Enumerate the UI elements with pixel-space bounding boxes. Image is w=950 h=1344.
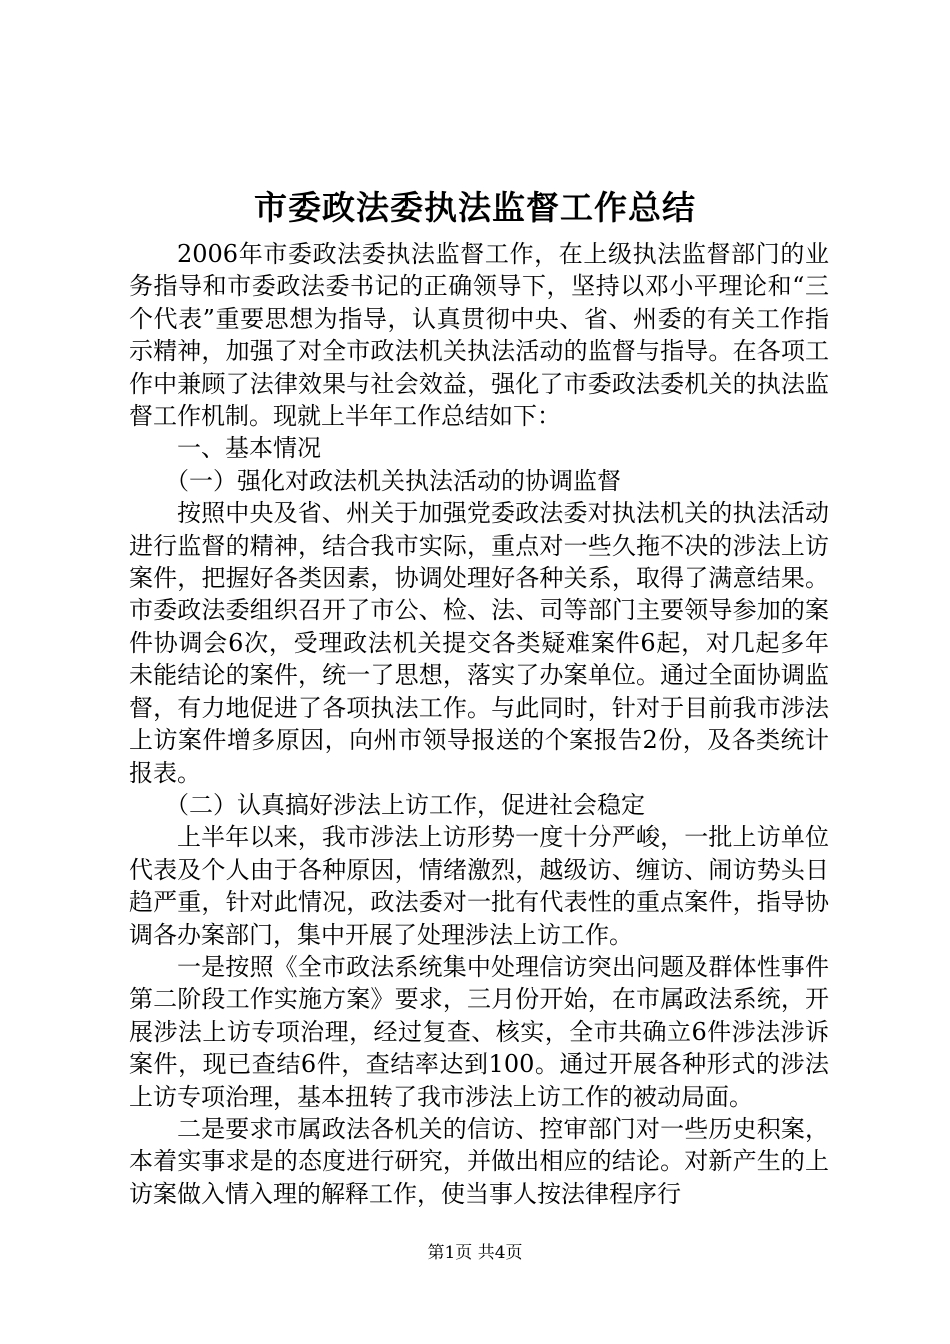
subsection-heading-coordination: （一）强化对政法机关执法活动的协调监督	[165, 466, 621, 495]
petition-paragraph: 上半年以来，我市涉法上访形势一度十分严峻，一批上访单位代表及个人由于各种原因，情绪激烈，越级访、缠访、闹访势头日趋严重，针对此情况，政法委对一批有代表性的重点案件，指导协调各办案部门，集中开展了处理涉法上访工作。	[129, 823, 829, 949]
document-title: 市委政法委执法监督工作总结	[254, 188, 696, 227]
section-heading-basic-situation: 一、基本情况	[177, 434, 321, 463]
intro-paragraph: 2006年市委政法委执法监督工作，在上级执法监督部门的业务指导和市委政法委书记的正确领导下，坚持以邓小平理论和“三个代表”重要思想为指导，认真贯彻中央、省、州委的有关工作指示精神，加强了对全市政法机关执法活动的监督与指导。在各项工作中兼顾了法律效果与社会效益，强化了市委政法委机关的执法监督工作机制。现就上半年工作总结如下：	[129, 240, 829, 431]
coordination-paragraph: 按照中央及省、州关于加强党委政法委对执法机关的执法活动进行监督的精神，结合我市实际，重点对一些久拖不决的涉法上访案件，把握好各类因素，协调处理好各种关系，取得了满意结果。市委政法委组织召开了市公、检、法、司等部门主要领导参加的案件协调会6次，受理政法机关提交各类疑难案件6起，对几起多年未能结论的案件，统一了思想，落实了办案单位。通过全面协调监督，有力地促进了各项执法工作。与此同时，针对于目前我市涉法上访案件增多原因，向州市领导报送的个案报告2份，及各类统计报表。	[129, 499, 829, 787]
second-measure-paragraph: 二是要求市属政法各机关的信访、控审部门对一些历史积案，本着实事求是的态度进行研究，并做出相应的结论。对新产生的上访案做入情入理的解释工作，使当事人按法律程序行	[129, 1114, 829, 1208]
subsection-heading-petition: （二）认真搞好涉法上访工作，促进社会稳定	[165, 790, 645, 819]
first-measure-paragraph: 一是按照《全市政法系统集中处理信访突出问题及群体性事件第二阶段工作实施方案》要求，三月份开始，在市属政法系统，开展涉法上访专项治理，经过复查、核实，全市共确立6件涉法涉诉案件，现已查结6件，查结率达到100。通过开展各种形式的涉法上访专项治理，基本扭转了我市涉法上访工作的被动局面。	[129, 952, 829, 1111]
page-footer: 第1页 共4页	[427, 1243, 523, 1263]
document-body	[129, 238, 829, 1210]
